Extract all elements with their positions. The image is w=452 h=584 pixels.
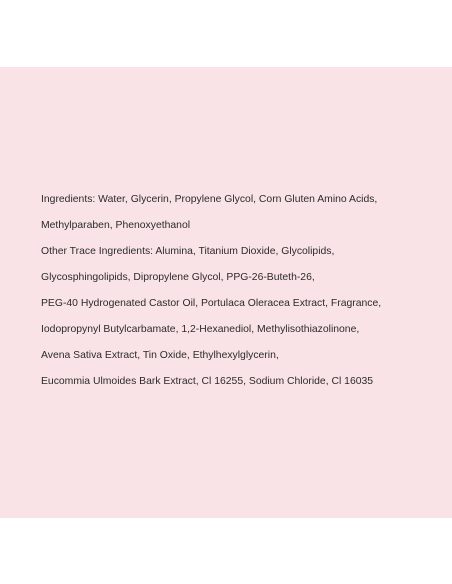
trace-ingredients-line: Iodopropynyl Butylcarbamate, 1,2-Hexanediol, Methylisothiazolinone, [41,324,360,335]
trace-ingredients-line: Avena Sativa Extract, Tin Oxide, Ethylhexylglycerin, [41,350,279,361]
trace-ingredients-line: Eucommia Ulmoides Bark Extract, Cl 16255, Sodium Chloride, Cl 16035 [41,376,374,387]
ingredients-text-block [41,190,446,398]
trace-ingredients-line: Other Trace Ingredients: Alumina, Titanium Dioxide, Glycolipids, [41,246,335,257]
trace-ingredients-line: PEG-40 Hydrogenated Castor Oil, Portulaca Oleracea Extract, Fragrance, [41,298,382,309]
ingredients-line: Methylparaben, Phenoxyethanol [41,220,191,231]
ingredients-line: Ingredients: Water, Glycerin, Propylene Glycol, Corn Gluten Amino Acids, [41,194,378,205]
trace-ingredients-line: Glycosphingolipids, Dipropylene Glycol, PPG-26-Buteth-26, [41,272,315,283]
